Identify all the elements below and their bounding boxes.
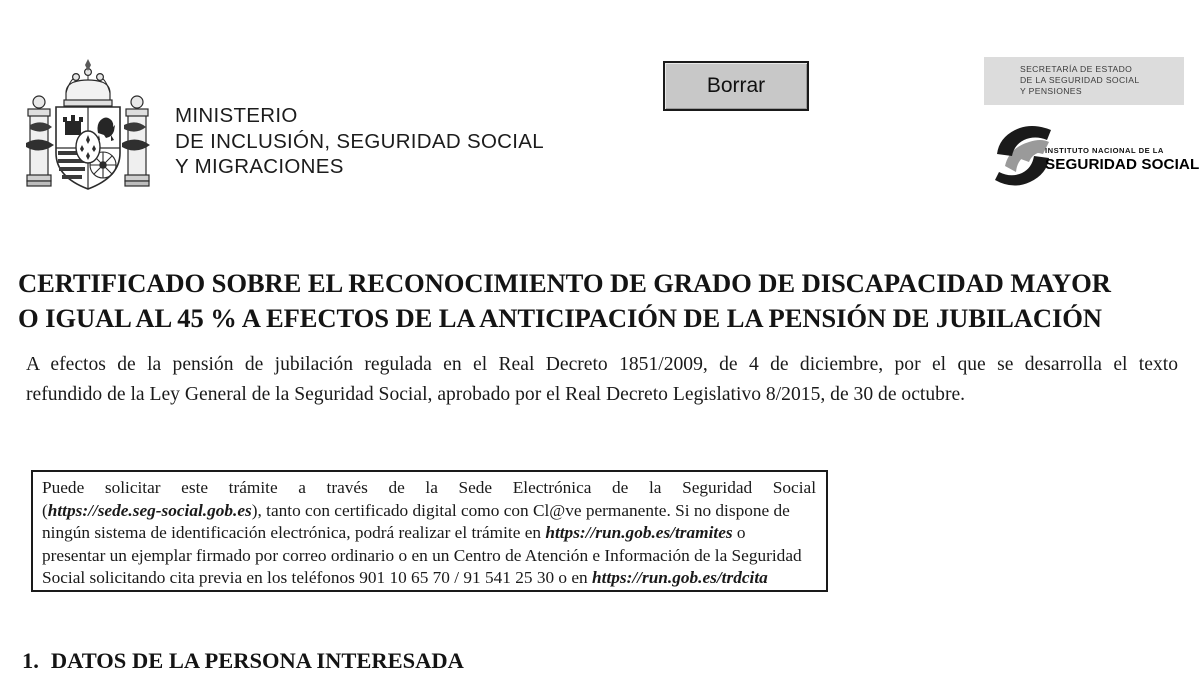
inss-line-1: INSTITUTO NACIONAL DE LA	[1045, 146, 1164, 155]
inss-logo	[985, 120, 1200, 196]
info-box-line-3	[42, 522, 816, 545]
spanish-coat-of-arms-icon	[18, 55, 158, 195]
document-title-line-2: O IGUAL AL 45 % A EFECTOS DE LA ANTICIPACIÓN DE LA PENSIÓN DE JUBILACIÓN	[18, 302, 1102, 333]
info-box-line-5	[42, 567, 816, 590]
section-title: DATOS DE LA PERSONA INTERESADA	[50, 647, 464, 673]
intro-line-1: A efectos de la pensión de jubilación regulada en el Real Decreto 1851/2009, de 4 de diciembre, por el que se desarrolla el texto	[26, 354, 1178, 375]
info-box-line-2-prefix: (	[42, 500, 48, 520]
section-heading-datos-persona-interesada	[22, 647, 464, 675]
sede-electronica-url[interactable]: https://sede.seg-social.gob.es	[47, 500, 252, 520]
ministry-line-1: MINISTERIO	[175, 104, 298, 127]
tramite-info-text	[42, 477, 816, 590]
tramite-info-box	[31, 470, 828, 592]
info-box-line-3-prefix: ningún sistema de identificación electrónica, podrá realizar el trámite en	[42, 523, 546, 543]
borrar-button[interactable]: Borrar	[663, 61, 809, 111]
info-box-line-3-suffix: o	[732, 523, 746, 543]
run-tramites-url[interactable]: https://run.gob.es/tramites	[545, 523, 733, 543]
info-box-line-2-suffix: ), tanto con certificado digital como con Cl@ve permanente. Si no dispone de	[251, 500, 790, 520]
secretaria-line-3: Y PENSIONES	[1020, 86, 1082, 97]
info-box-line-4: presentar un ejemplar firmado por correo ordinario o en un Centro de Atención e Información de la Seguridad	[42, 545, 802, 565]
intro-line-2: refundido de la Ley General de la Seguridad Social, aprobado por el Real Decreto Legislativo 8/2015, de 30 de octubre.	[26, 384, 966, 405]
secretaria-text-block	[1020, 64, 1139, 98]
info-box-line-5-prefix: Social solicitando cita previa en los teléfonos 901 10 65 70 / 91 541 25 30 o en	[42, 568, 593, 588]
info-box-line-1: Puede solicitar este trámite a través de la Sede Electrónica de la Seguridad Social	[42, 478, 816, 497]
secretaria-line-2: DE LA SEGURIDAD SOCIAL	[1020, 75, 1140, 86]
secretaria-de-estado-band	[984, 57, 1184, 105]
inss-wordmark	[1045, 146, 1199, 173]
run-trdcita-url[interactable]: https://run.gob.es/trdcita	[592, 568, 768, 588]
document-title-line-1: CERTIFICADO SOBRE EL RECONOCIMIENTO DE GRADO DE DISCAPACIDAD MAYOR	[18, 267, 1111, 298]
section-number: 1.	[22, 647, 39, 673]
ministry-line-2: DE INCLUSIÓN, SEGURIDAD SOCIAL	[175, 129, 544, 153]
document-title	[18, 266, 1188, 336]
ministry-line-3: Y MIGRACIONES	[175, 155, 344, 178]
info-box-line-2	[42, 500, 816, 523]
ministry-wordmark	[175, 103, 544, 180]
secretaria-line-1: SECRETARÍA DE ESTADO	[1020, 64, 1133, 74]
document-header	[0, 0, 1200, 210]
intro-paragraph	[26, 350, 1178, 410]
inss-line-2: SEGURIDAD SOCIAL	[1045, 156, 1200, 173]
